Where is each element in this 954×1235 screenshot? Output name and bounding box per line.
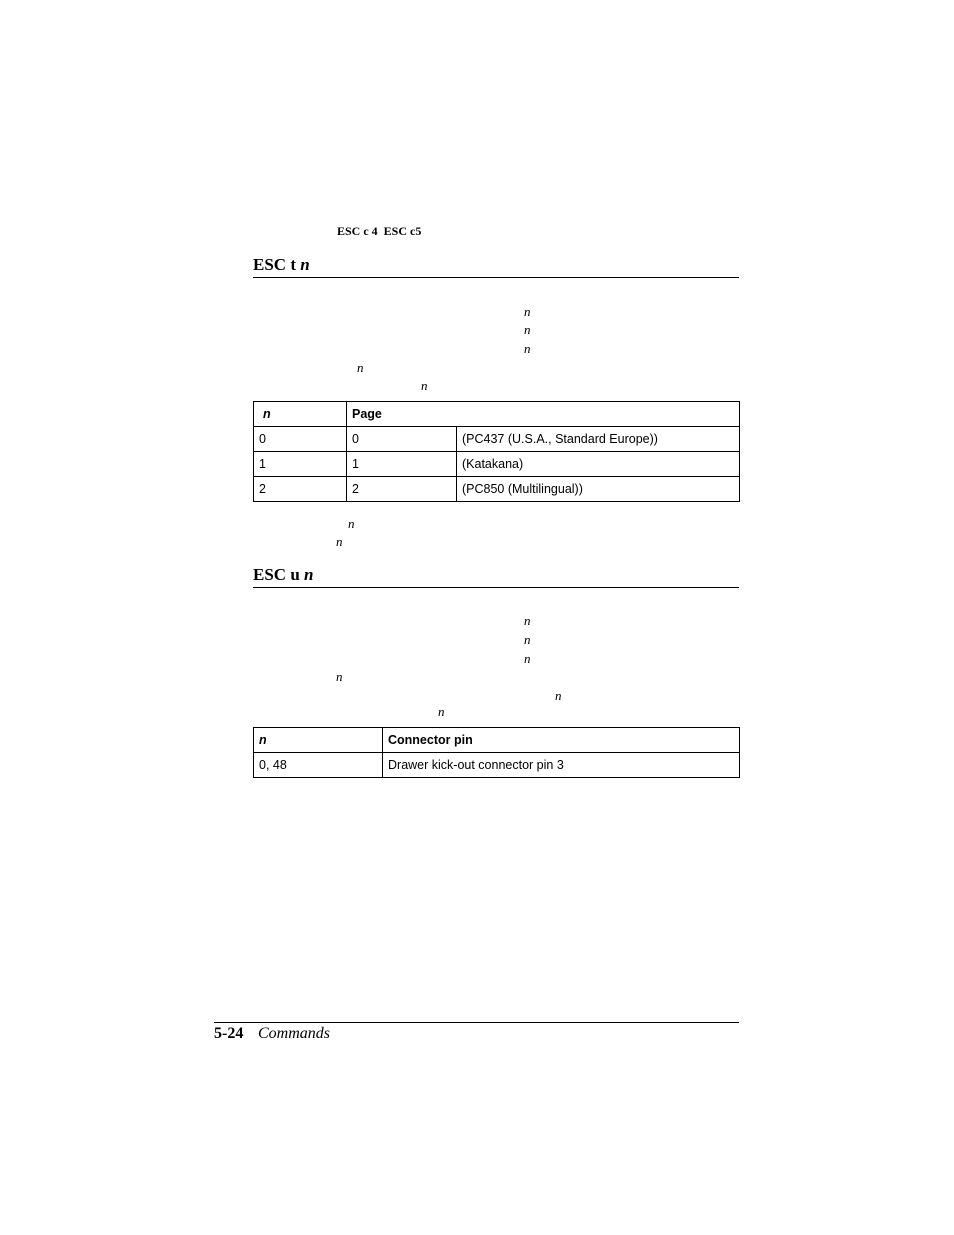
column-header-n: n (254, 728, 383, 753)
cell-n: 0, 48 (254, 753, 383, 778)
footer-rule (214, 1022, 739, 1023)
heading-command: ESC t (253, 255, 296, 274)
param-mark: n (555, 688, 562, 703)
param-mark: n (524, 613, 531, 628)
cell-n: 2 (254, 477, 347, 502)
param-mark: n (336, 534, 343, 549)
table-row (254, 753, 740, 778)
param-mark: n (438, 704, 445, 719)
param-mark: n (524, 632, 531, 647)
param-mark: n (524, 341, 531, 356)
cell-description: (PC437 (U.S.A., Standard Europe)) (457, 427, 740, 452)
code-page-table (253, 401, 740, 502)
cell-n: 0 (254, 427, 347, 452)
cell-page: 1 (347, 452, 457, 477)
column-header-n: n (254, 402, 347, 427)
param-mark: n (421, 378, 428, 393)
heading-variable: n (300, 255, 310, 274)
param-mark: n (336, 669, 343, 684)
cell-connector-pin: Drawer kick-out connector pin 3 (383, 753, 740, 778)
cell-page: 2 (347, 477, 457, 502)
param-mark: n (524, 651, 531, 666)
column-header-page: Page (347, 402, 740, 427)
section-heading-esc-t (253, 255, 310, 275)
param-mark: n (524, 304, 531, 319)
table-row (254, 477, 740, 502)
cell-page: 0 (347, 427, 457, 452)
section-rule (253, 277, 739, 278)
related-commands: ESC c 4 ESC c5 (337, 224, 422, 238)
cell-description: (PC850 (Multilingual)) (457, 477, 740, 502)
table-row (254, 427, 740, 452)
section-rule (253, 587, 739, 588)
param-mark: n (348, 516, 355, 531)
table-header-row (254, 402, 740, 427)
heading-command: ESC u (253, 565, 300, 584)
cell-description: (Katakana) (457, 452, 740, 477)
table-row (254, 452, 740, 477)
heading-variable: n (304, 565, 314, 584)
cell-n: 1 (254, 452, 347, 477)
table-header-row (254, 728, 740, 753)
connector-pin-table (253, 727, 740, 778)
column-header-connector-pin: Connector pin (383, 728, 740, 753)
param-mark: n (524, 322, 531, 337)
page-number: 5-24 (214, 1025, 244, 1042)
param-mark: n (357, 360, 364, 375)
section-heading-esc-u (253, 565, 314, 585)
chapter-title: Commands (258, 1025, 331, 1042)
